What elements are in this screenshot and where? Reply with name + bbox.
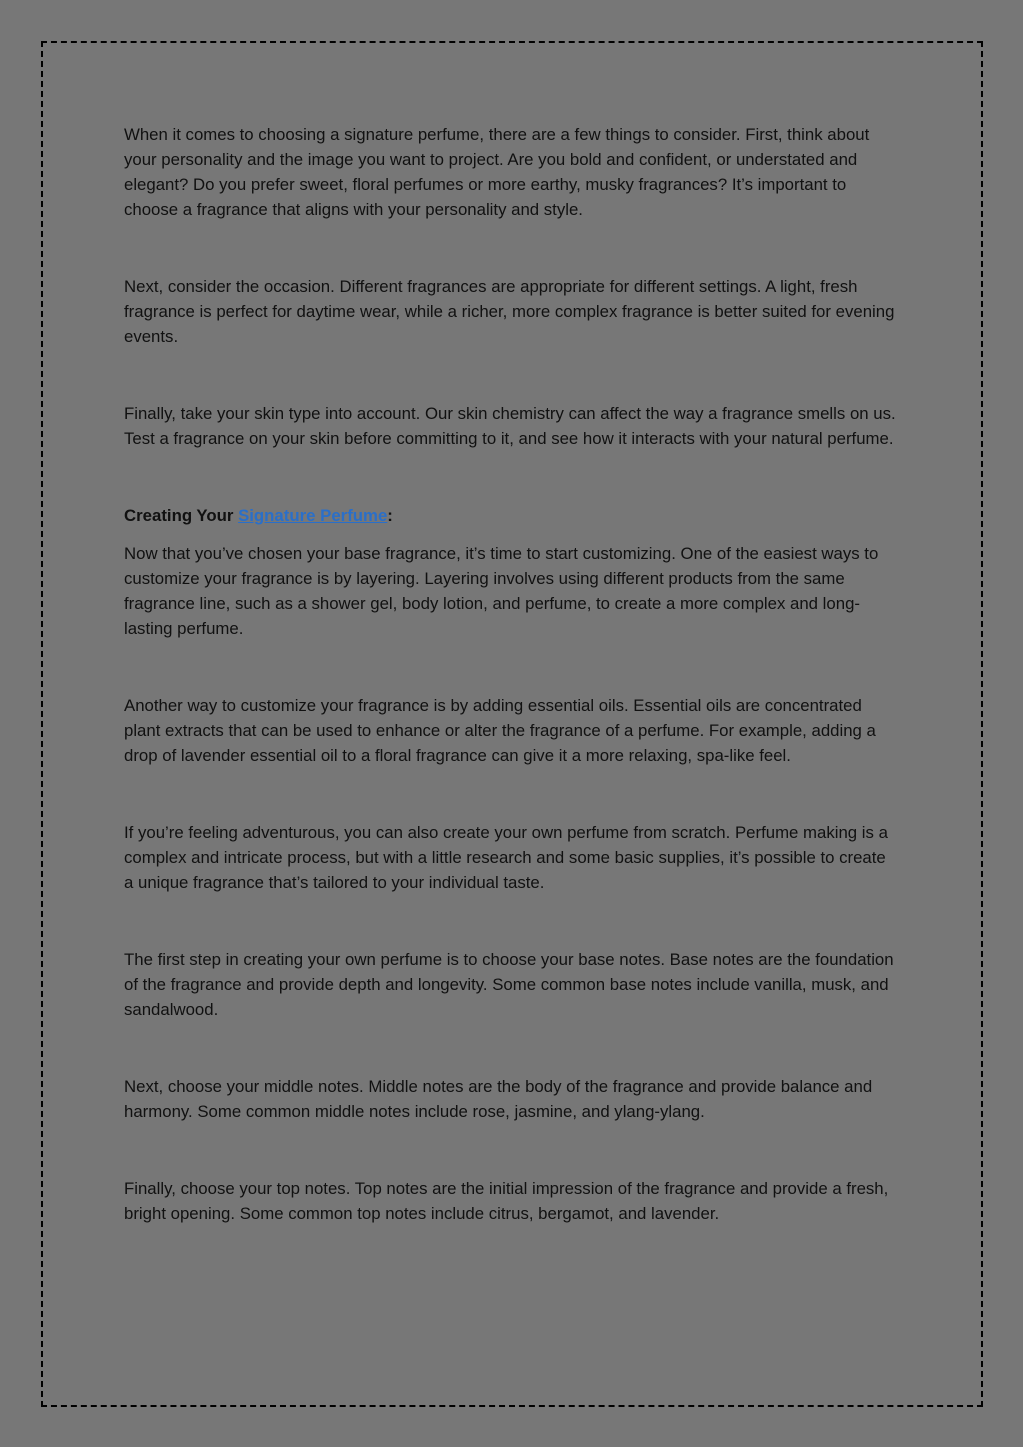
paragraph-gap (124, 1022, 899, 1074)
paragraph-essential-oils: Another way to customize your fragrance is by adding essential oils. Essential oils are concentrated plant extracts that can be used to enhance or alter the fragrance of a perfume. For example, adding a drop of lavender essential oil to a floral fragrance can give it a more relaxing, spa-like feel. (124, 696, 876, 765)
paragraph-from-scratch: If you’re feeling adventurous, you can also create your own perfume from scratch. Perfume making is a complex and intricate process, but with a little research and some basic supplies, it’s possible to create a unique fragrance that’s tailored to your individual taste. (124, 823, 888, 892)
section-heading-prefix: Creating Your (124, 506, 239, 525)
section-heading (124, 503, 899, 528)
paragraph-gap (124, 349, 899, 401)
paragraph-occasion: Next, consider the occasion. Different fragrances are appropriate for different settings. A light, fresh fragrance is perfect for daytime wear, while a richer, more complex fragrance is better suited for evening events. (124, 277, 895, 346)
section-heading-suffix: : (387, 506, 393, 525)
paragraph-layering: Now that you’ve chosen your base fragrance, it’s time to start customizing. One of the easiest ways to customize your fragrance is by layering. Layering involves using different products from the same fragrance line, such as a shower gel, body lotion, and perfume, to create a more complex and long-lasting perfume. (124, 544, 879, 638)
paragraph-middle-notes: Next, choose your middle notes. Middle notes are the body of the fragrance and provide balance and harmony. Some common middle notes include rose, jasmine, and ylang-ylang. (124, 1077, 873, 1121)
paragraph-choosing: When it comes to choosing a signature perfume, there are a few things to consider. First, think about your personality and the image you want to project. Are you bold and confident, or understated and elegant? Do you prefer sweet, floral perfumes or more earthy, musky fragrances? It’s important to choose a fragrance that aligns with your personality and style. (124, 125, 870, 219)
document-body (124, 122, 899, 1226)
signature-perfume-link[interactable]: Signature Perfume (238, 506, 388, 525)
paragraph-gap (124, 895, 899, 947)
paragraph-gap (124, 641, 899, 693)
paragraph-gap (124, 451, 899, 503)
paragraph-gap (124, 222, 899, 274)
paragraph-gap (124, 768, 899, 820)
paragraph-top-notes: Finally, choose your top notes. Top notes are the initial impression of the fragrance and provide a fresh, bright opening. Some common top notes include citrus, bergamot, and lavender. (124, 1179, 889, 1223)
heading-gap (124, 528, 899, 541)
paragraph-skin-type: Finally, take your skin type into account. Our skin chemistry can affect the way a fragrance smells on us. Test a fragrance on your skin before committing to it, and see how it interacts with your natural perfume. (124, 404, 896, 448)
paragraph-gap (124, 1124, 899, 1176)
paragraph-base-notes: The first step in creating your own perfume is to choose your base notes. Base notes are the foundation of the fragrance and provide depth and longevity. Some common base notes include vanilla, musk, and sandalwood. (124, 950, 894, 1019)
